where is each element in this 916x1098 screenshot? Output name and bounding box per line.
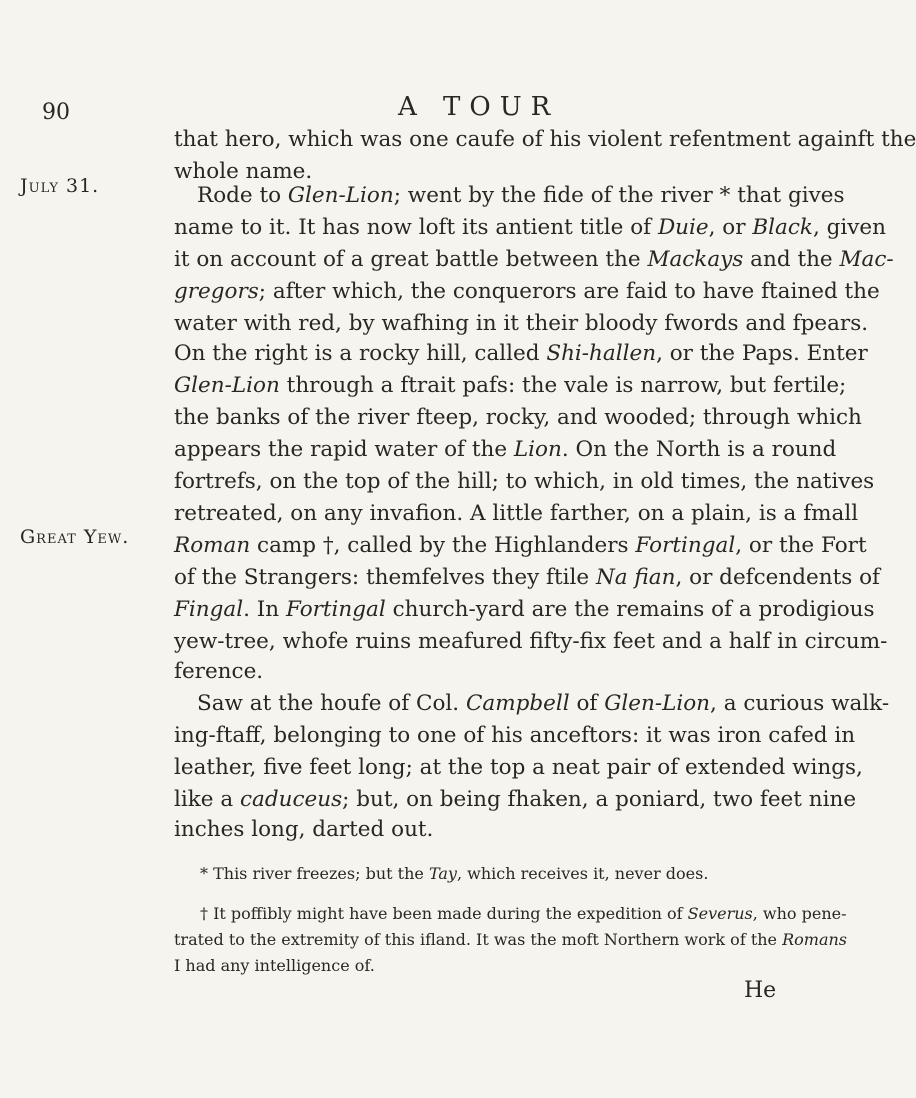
text-line: yew-tree, whofe ruins meafured fifty-fix feet and a half in circum- [174,629,888,654]
text-line: the banks of the river fteep, rocky, and wooded; through which [174,405,862,430]
footnote-2: † It poffibly might have been made during the expedition of Severus, who pene- [200,904,847,923]
text-line: ference. [174,659,264,684]
footnote-2-end: I had any intelligence of. [174,956,375,975]
text-line: name to it. It has now loft its antient title of Duie, or Black, given [174,215,886,240]
text-line: Glen-Lion through a ftrait pafs: the vale is narrow, but fertile; [174,373,847,398]
text-line: Fingal. In Fortingal church-yard are the remains of a prodigious [174,597,875,622]
catchword: He [744,978,777,1003]
text-line: it on account of a great battle between the Mackays and the Mac- [174,247,894,272]
text-line: water with red, by wafhing in it their bloody fwords and fpears. [174,311,869,336]
text-line: Rode to Glen-Lion; went by the fide of the river * that gives [197,183,845,208]
running-title: A TOUR [398,92,560,122]
text-line: Roman camp †, called by the Highlanders Fortingal, or the Fort [174,533,867,558]
text-line: leather, five feet long; at the top a neat pair of extended wings, [174,755,863,780]
text-line: of the Strangers: themfelves they ftile Na fian, or defcendents of [174,565,880,590]
footnote-2-cont: trated to the extremity of this ifland. It was the moft Northern work of the Romans [174,930,848,949]
text-line: inches long, darted out. [174,817,434,842]
margin-note-date: July 31. [20,175,100,197]
footnote-1: * This river freezes; but the Tay, which receives it, never does. [200,864,709,883]
text-line: gregors; after which, the conquerors are faid to have ftained the [174,279,880,304]
text-line: Saw at the houfe of Col. Campbell of Glen-Lion, a curious walk- [197,691,890,716]
text-line: like a caduceus; but, on being fhaken, a poniard, two feet nine [174,787,857,812]
page-number: 90 [42,100,70,125]
margin-note-topic: Great Yew. [20,526,130,548]
text-line: ing-ftaff, belonging to one of his anceftors: it was iron cafed in [174,723,856,748]
text-line: appears the rapid water of the Lion. On the North is a round [174,437,837,462]
text-line: retreated, on any invafion. A little farther, on a plain, is a fmall [174,501,859,526]
text-line: whole name. [174,159,313,184]
text-line: On the right is a rocky hill, called Shi-hallen, or the Paps. Enter [174,341,868,366]
text-line: that hero, which was one caufe of his violent refentment againft the [174,127,916,152]
text-line: fortrefs, on the top of the hill; to which, in old times, the natives [174,469,875,494]
